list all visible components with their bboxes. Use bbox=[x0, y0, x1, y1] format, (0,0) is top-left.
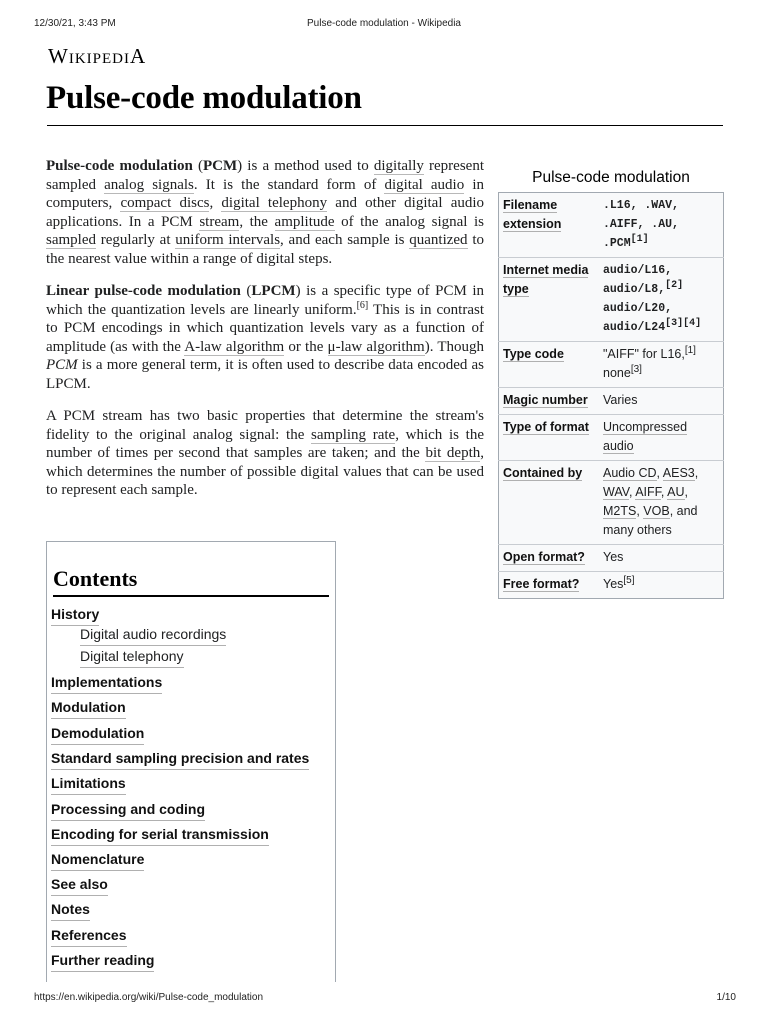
article-link[interactable]: Audio CD bbox=[603, 466, 657, 480]
infobox-label-cell bbox=[499, 388, 600, 415]
infobox-value bbox=[599, 461, 724, 545]
table-of-contents bbox=[46, 541, 336, 982]
text-run: , and each sample is bbox=[280, 232, 410, 248]
wordmark-w: W bbox=[48, 44, 69, 68]
toc-item[interactable]: Limitations bbox=[51, 775, 126, 795]
bold-term: Pulse-code modulation bbox=[46, 158, 193, 174]
toc-item[interactable]: Standard sampling precision and rates bbox=[51, 750, 309, 770]
infobox-row bbox=[499, 342, 724, 388]
text-run: to the nearest value within a range of digital steps. bbox=[46, 232, 484, 267]
toc-item[interactable]: Further reading bbox=[51, 952, 154, 972]
article-link[interactable]: AIFF bbox=[635, 485, 661, 499]
article-link[interactable]: M2TS bbox=[603, 504, 637, 518]
article-link[interactable]: audio bbox=[603, 439, 634, 453]
text-run: , bbox=[656, 466, 663, 480]
toc-item[interactable]: See also bbox=[51, 876, 108, 896]
article-link[interactable]: sampled bbox=[46, 232, 96, 248]
infobox-label-cell bbox=[499, 545, 600, 572]
text-run: , which is the number of times per second that samples are taken; and the bbox=[46, 426, 484, 461]
print-footer bbox=[0, 992, 768, 1008]
toc-subitem[interactable]: Digital audio recordings bbox=[80, 626, 226, 646]
infobox-row bbox=[499, 388, 724, 415]
infobox-value bbox=[599, 545, 724, 572]
infobox-label[interactable]: Type code bbox=[503, 347, 564, 361]
wordmark-middle: ikipedi bbox=[68, 44, 130, 68]
wikipedia-wordmark[interactable] bbox=[48, 44, 146, 69]
infobox-row bbox=[499, 545, 724, 572]
citation-link[interactable]: [3][4] bbox=[665, 318, 702, 330]
infobox-label-cell bbox=[499, 415, 600, 461]
infobox-value bbox=[599, 193, 724, 258]
print-datetime: 12/30/21, 3:43 PM bbox=[34, 18, 116, 29]
article-link[interactable]: stream bbox=[199, 213, 240, 230]
toc-item[interactable]: Implementations bbox=[51, 674, 162, 694]
infobox-label[interactable]: Contained by bbox=[503, 466, 583, 480]
text-run: , bbox=[628, 485, 636, 499]
article-link[interactable]: digital telephony bbox=[221, 195, 328, 211]
article-link[interactable]: Uncompressed bbox=[603, 420, 688, 434]
title-divider bbox=[47, 125, 723, 126]
article-link[interactable]: compact discs bbox=[120, 195, 210, 211]
text-run: , bbox=[660, 485, 668, 499]
citation-link[interactable]: [5] bbox=[623, 574, 635, 586]
toc-item[interactable]: Modulation bbox=[51, 699, 126, 719]
text-run: audio/L8, bbox=[603, 283, 666, 296]
infobox bbox=[498, 166, 724, 599]
article-link[interactable]: VOB bbox=[643, 504, 670, 518]
article-link[interactable]: bit depth bbox=[425, 445, 481, 461]
toc-item[interactable]: References bbox=[51, 927, 127, 947]
infobox-label-cell bbox=[499, 193, 600, 258]
article-body bbox=[46, 157, 484, 514]
text-run: .L16, .WAV, bbox=[603, 199, 679, 212]
citation-link[interactable]: [1] bbox=[684, 344, 696, 356]
text-run: .PCM bbox=[603, 237, 631, 250]
infobox-label[interactable]: Type of format bbox=[503, 420, 589, 434]
infobox-row bbox=[499, 193, 724, 258]
toc-item[interactable]: History bbox=[51, 606, 99, 626]
bold-term: Linear pulse-code modulation bbox=[46, 283, 241, 299]
article-link[interactable]: WAV bbox=[603, 485, 629, 499]
infobox-row bbox=[499, 415, 724, 461]
toc-item[interactable]: Encoding for serial transmission bbox=[51, 826, 269, 846]
infobox-label[interactable]: Internet media type bbox=[503, 263, 589, 296]
infobox-value bbox=[599, 415, 724, 461]
citation-link[interactable]: [3] bbox=[630, 363, 642, 375]
text-run: in computers, bbox=[46, 176, 485, 211]
infobox-value bbox=[599, 258, 724, 342]
infobox-label-cell bbox=[499, 572, 600, 599]
text-run: This is in contrast to PCM encodings in which quantization levels vary as a function of amplitude (as with the bbox=[46, 301, 484, 355]
article-link[interactable]: AU bbox=[667, 485, 685, 499]
print-page-number: 1/10 bbox=[716, 992, 736, 1003]
infobox-row bbox=[499, 461, 724, 545]
article-link[interactable]: digitally bbox=[373, 158, 424, 174]
toc-item[interactable]: Processing and coding bbox=[51, 801, 205, 821]
article-link[interactable]: AES3 bbox=[662, 466, 695, 480]
article-link[interactable]: uniform intervals bbox=[175, 232, 281, 248]
text-run: audio/L24 bbox=[603, 321, 666, 334]
text-run: audio/L20, bbox=[603, 302, 673, 315]
text-run: . It is the standard form of bbox=[193, 176, 385, 193]
paragraph bbox=[46, 282, 484, 393]
infobox-label-cell bbox=[499, 342, 600, 388]
text-run: ) is a specific type of PCM in which the quantization levels are linearly uniform. bbox=[46, 283, 484, 318]
text-run: "AIFF" for L16, bbox=[603, 347, 685, 361]
toc-title: Contents bbox=[53, 566, 329, 597]
infobox-caption: Pulse-code modulation bbox=[532, 169, 690, 186]
paragraph bbox=[46, 157, 484, 268]
text-run: of the analog signal is bbox=[334, 213, 485, 230]
text-run: A PCM stream has two basic properties that determine the stream's fidelity to the original analog signal: the bbox=[46, 408, 484, 443]
text-run: .AIFF, .AU, bbox=[603, 218, 679, 231]
article-link[interactable]: analog signals bbox=[104, 176, 194, 193]
article-link[interactable]: sampling rate bbox=[311, 426, 396, 443]
text-run: represent sampled bbox=[46, 158, 484, 193]
infobox-label[interactable]: Filename extension bbox=[503, 198, 562, 231]
text-run: ( bbox=[240, 283, 252, 299]
text-run: , which determines the number of possible digital values that can be used to represent each sample. bbox=[46, 445, 484, 498]
print-url: https://en.wikipedia.org/wiki/Pulse-code_modulation bbox=[34, 992, 264, 1003]
print-header bbox=[0, 16, 768, 32]
citation-link[interactable]: [6] bbox=[356, 299, 369, 311]
text-run: Yes bbox=[603, 550, 624, 564]
infobox-value bbox=[599, 388, 724, 415]
text-run: regularly at bbox=[96, 232, 176, 248]
infobox-value bbox=[599, 572, 724, 599]
article-link[interactable]: digital audio bbox=[384, 176, 465, 193]
text-run: , the bbox=[239, 213, 275, 230]
italic-term: PCM bbox=[46, 357, 78, 373]
infobox-table bbox=[498, 192, 724, 599]
bold-term: LPCM bbox=[251, 283, 296, 299]
text-run: or the bbox=[284, 338, 328, 355]
toc-subitem[interactable]: Digital telephony bbox=[80, 648, 184, 668]
text-run: ) is a method used to bbox=[237, 158, 374, 174]
wordmark-a: A bbox=[129, 44, 147, 68]
bold-term: PCM bbox=[202, 158, 238, 174]
text-run: Varies bbox=[603, 393, 638, 407]
text-run: audio/L16, bbox=[603, 264, 673, 277]
toc-item[interactable]: Notes bbox=[51, 901, 90, 921]
toc-item[interactable]: Demodulation bbox=[51, 725, 144, 745]
print-page-title: Pulse-code modulation - Wikipedia bbox=[307, 18, 461, 29]
text-run: is a more general term, it is often used to describe data encoded as LPCM. bbox=[46, 357, 484, 392]
infobox-label[interactable]: Magic number bbox=[503, 393, 588, 407]
infobox-value bbox=[599, 342, 724, 388]
infobox-row bbox=[499, 258, 724, 342]
text-run: , and bbox=[669, 504, 698, 518]
text-run: and other digital audio applications. In a PCM bbox=[46, 195, 485, 230]
infobox-label[interactable]: Free format? bbox=[503, 577, 580, 591]
text-run: ( bbox=[192, 158, 203, 174]
text-run: , bbox=[694, 466, 699, 480]
text-run: ). Though bbox=[424, 338, 485, 355]
infobox-label-cell bbox=[499, 258, 600, 342]
page-title: Pulse-code modulation bbox=[46, 80, 362, 116]
article-link[interactable]: μ-law algorithm bbox=[327, 338, 425, 355]
infobox-label-cell bbox=[499, 461, 600, 545]
paragraph bbox=[46, 407, 484, 500]
text-run: Yes bbox=[603, 577, 624, 591]
citation-link[interactable]: [1] bbox=[630, 234, 649, 246]
infobox-row bbox=[499, 572, 724, 599]
infobox-label[interactable]: Open format? bbox=[503, 550, 585, 564]
toc-item[interactable]: Nomenclature bbox=[51, 851, 144, 871]
article-link[interactable]: quantized bbox=[409, 232, 468, 248]
text-run: none bbox=[603, 366, 631, 380]
article-link[interactable]: A-law algorithm bbox=[184, 338, 285, 355]
text-run: , bbox=[636, 504, 644, 518]
article-link[interactable]: amplitude bbox=[274, 213, 335, 230]
text-run: many others bbox=[603, 523, 672, 537]
text-run: , bbox=[684, 485, 689, 499]
citation-link[interactable]: [2] bbox=[665, 280, 684, 292]
text-run: , bbox=[209, 195, 222, 211]
